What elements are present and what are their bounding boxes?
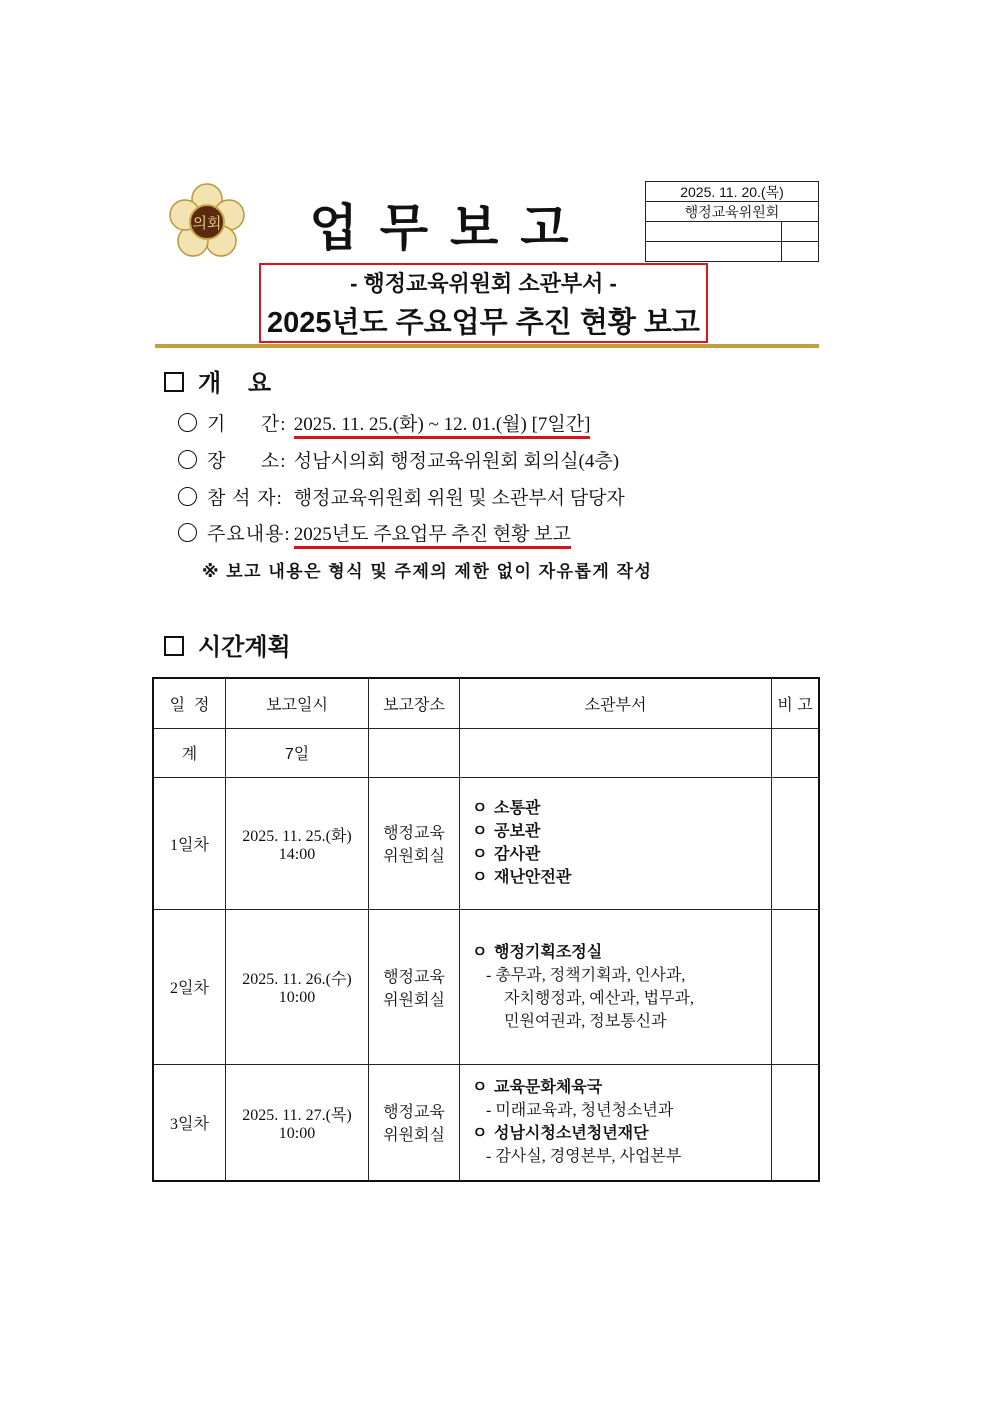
dept-name: 재난안전관 [494,869,572,886]
place: 행정교육 [383,825,445,842]
overview-item-place [178,446,619,473]
item-label: 주요내용: [207,524,291,545]
item-label: 기 간: [207,414,287,435]
sub-dept: 자치행정과, 예산과, 법무과, [504,989,695,1007]
table-row-total [153,728,819,777]
item-value: 2025. 11. 25.(화) ~ 12. 01.(월) [7일간] [294,414,591,439]
divider [155,344,819,348]
schedule-heading-text: 시간계획 [198,634,291,661]
main-title: 2025년도 주요업무 추진 현황 보고 [267,307,700,339]
table-row [153,1064,819,1181]
overview-item-attendees [178,483,625,510]
item-label: 장 소: [207,451,287,472]
column-header: 비 고 [772,678,820,728]
council-emblem-logo [168,183,246,261]
item-value: 성남시의회 행정교육위원회 회의실(4층) [293,451,620,472]
info-date: 2025. 11. 20.(목) [646,182,819,202]
circle-bullet-icon [178,523,197,542]
place-cell [369,909,460,1064]
overview-heading-text: 개 요 [198,370,272,397]
column-header: 보고장소 [369,678,460,728]
total-days: 7일 [226,728,369,777]
column-header: 보고일시 [226,678,369,728]
time: 10:00 [278,1124,316,1142]
dept-name: 행정기획조정실 [494,943,603,961]
date: 2025. 11. 27.(목) [242,1106,352,1124]
circle-bullet-icon [178,450,197,469]
datetime-cell [226,909,369,1064]
dept-cell: ㅇ 행정기획조정실 - 총무과, 정책기획과, 인사과, 자치행정과, 예산과, 법무과, 민원여권과, 정보통신과 [460,909,772,1064]
place: 행정교육 [383,968,445,986]
column-header: 일 정 [153,678,226,728]
schedule-heading [164,627,291,662]
dept-name: 소통관 [494,800,541,817]
place: 위원회실 [383,848,445,865]
checkbox-square-icon [164,636,184,656]
day-cell: 3일차 [153,1064,226,1181]
table-row [153,777,819,909]
date: 2025. 11. 25.(화) [242,827,352,845]
time: 14:00 [278,845,316,863]
table-row [153,909,819,1064]
dept-cell: ㅇ 소통관 ㅇ 공보관 ㅇ 감사관 ㅇ 재난안전관 [460,777,772,909]
dept-name: 교육문화체육국 [494,1079,603,1097]
circle-bullet-icon [178,487,197,506]
info-box [645,181,819,262]
column-header: 소관부서 [460,678,772,728]
total-label: 계 [153,728,226,777]
dept-name: 성남시청소년청년재단 [494,1125,649,1143]
sub-dept: 미래교육과, 청년청소년과 [495,1102,674,1120]
dept-name: 공보관 [494,823,541,840]
sub-dept: 총무과, 정책기획과, 인사과, [495,966,686,984]
subtitle: - 행정교육위원회 소관부서 - [350,271,617,296]
dept-name: 감사관 [494,846,541,863]
date: 2025. 11. 26.(수) [242,971,352,988]
table-header-row [153,678,819,728]
item-label: 참 석 자: [207,488,283,509]
checkbox-square-icon [164,372,184,392]
place: 위원회실 [383,991,445,1009]
item-value: 2025년도 주요업무 추진 현황 보고 [294,524,571,549]
place-cell [369,777,460,909]
day-cell: 2일차 [153,909,226,1064]
overview-item-period [178,409,590,436]
page-title: 업무보고 [309,200,591,256]
dept-cell: ㅇ 교육문화체육국 - 미래교육과, 청년청소년과 ㅇ 성남시청소년청년재단 - 감사실, 경영본부, 사업본부 [460,1064,772,1181]
circle-bullet-icon [178,413,197,432]
item-value: 행정교육위원회 위원 및 소관부서 담당자 [293,488,625,509]
time: 10:00 [278,989,316,1006]
logo-text: 의회 [192,214,222,232]
overview-heading [164,363,271,398]
overview-item-content [178,519,571,546]
datetime-cell [226,777,369,909]
place-cell [369,1064,460,1181]
datetime-cell [226,1064,369,1181]
sub-dept: 민원여권과, 정보통신과 [504,1012,667,1030]
sub-dept: 감사실, 경영본부, 사업본부 [495,1148,682,1166]
note: ※ 보고 내용은 형식 및 주제의 제한 없이 자유롭게 작성 [202,562,653,581]
place: 위원회실 [383,1127,445,1145]
day-cell: 1일차 [153,777,226,909]
info-committee: 행정교육위원회 [646,202,819,222]
title-box [259,263,708,343]
schedule-table [152,677,820,1182]
place: 행정교육 [383,1104,445,1122]
